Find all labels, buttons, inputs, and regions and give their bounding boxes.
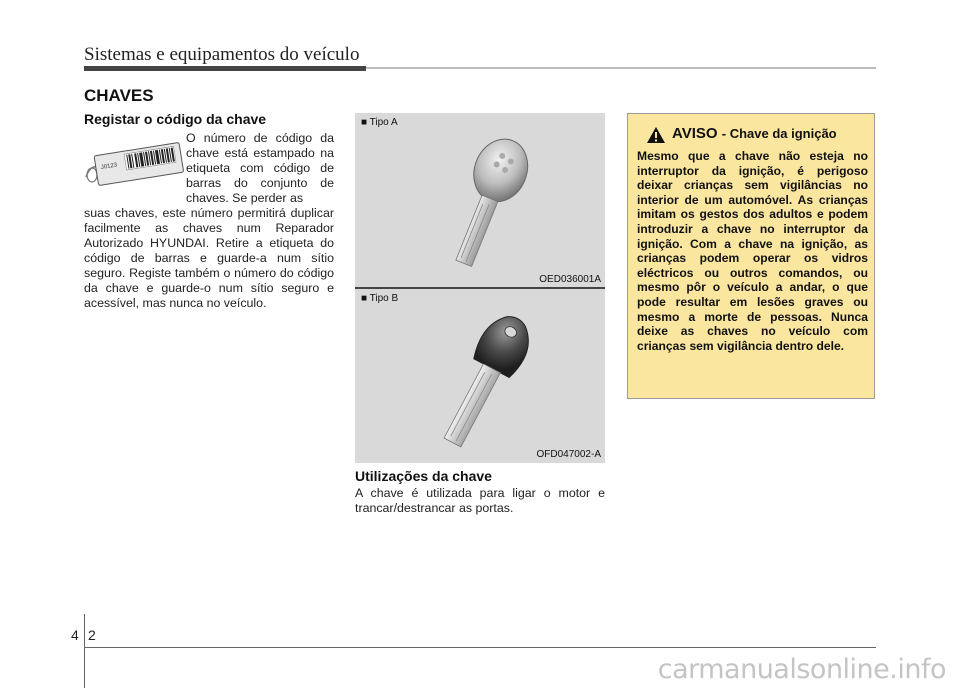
key-type-a-figure [355,113,605,288]
figure-code-type-a: OED036001A [539,274,601,285]
footer-vertical-rule [84,614,85,688]
warning-label: AVISO [672,125,718,142]
key-type-a-icon [355,113,605,288]
figure-caption-type-a: ■ Tipo A [361,117,398,128]
key-tag-label: J0123 [100,162,118,171]
warning-header [638,125,868,145]
header-rule-accent [84,66,366,71]
warning-body: Mesmo que a chave não esteja no interruptor da ignição, é perigoso deixar crianças sem vigilâncias no interior de um automóvel. As crianças imitam os gestos dos adultos e podem introduzir a chave no interruptor da ignição. Com a chave na ignição, as crianças podem operar os vidros eléctricos ou outros comandos, ou mesmo pôr o veículo a andar, o que pode resultar em lesões graves ou mesmo a morte de pessoas. Nunca deixe as chaves no veículo com crianças sem vigilância dentro dele. [637,149,868,353]
registration-heading: Registar o código da chave [84,111,267,127]
figure-caption-type-b: ■ Tipo B [361,293,399,304]
warning-box [627,113,875,399]
watermark: carmanualsonline.info [657,654,946,685]
footer-horizontal-rule [84,647,876,648]
section-title: CHAVES [84,86,154,105]
figure-code-type-b: OFD047002-A [536,449,601,460]
key-type-b-icon [355,289,605,463]
warning-title [672,125,837,142]
registration-text-continued: suas chaves, este número permitirá duplicar facilmente as chaves num Reparador Autorizado HYUNDAI. Retire a etiqueta do código de barras e guarde-a num sítio seguro. Registe também o número do código da chave e guarde-o num sítio seguro e acessível, mas nunca no veículo. [84,206,334,310]
page-number: 2 [88,627,96,643]
usage-heading: Utilizações da chave [355,468,492,484]
usage-text: A chave é utilizada para ligar o motor e trancar/destrancar as portas. [355,486,605,515]
page-header-title: Sistemas e equipamentos do veículo [84,44,360,65]
key-tag-barcode-icon [84,137,184,195]
chapter-number: 4 [71,627,79,643]
warning-triangle-icon [646,126,666,144]
warning-subtitle: - Chave da ignição [721,126,837,141]
key-type-b-figure [355,289,605,463]
registration-text-beside: O número de código da chave está estampado na etiqueta com código de barras do conjunto de chaves. Se perder as [186,131,334,205]
